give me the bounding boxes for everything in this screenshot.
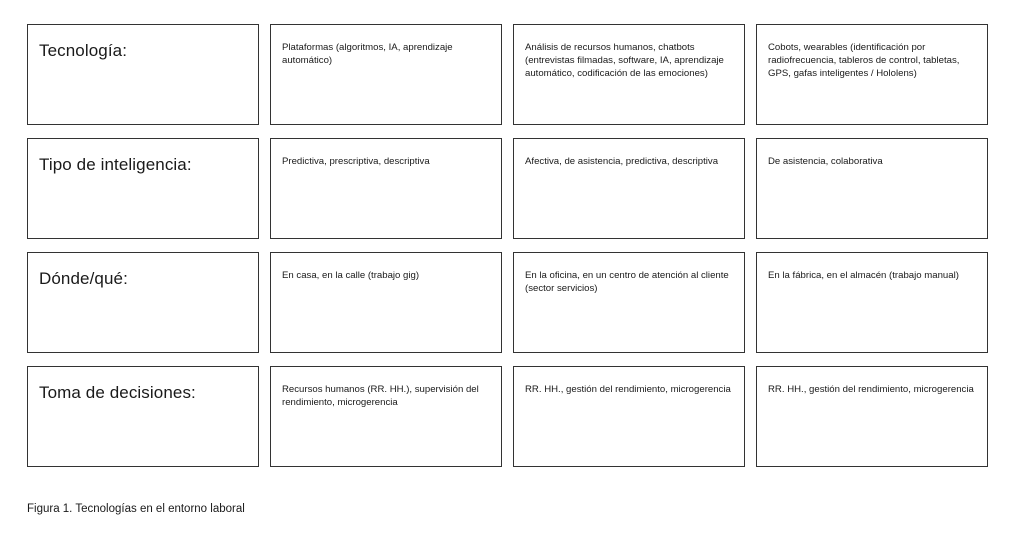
matrix-cell bbox=[270, 252, 502, 353]
row-label-tipo-de-inteligencia: Tipo de inteligencia: bbox=[39, 155, 192, 174]
cell-text: En la fábrica, en el almacén (trabajo manual) bbox=[768, 270, 959, 281]
cell-text: Análisis de recursos humanos, chatbots (entrevistas filmadas, software, IA, aprendizaje automático, codificación de las emociones) bbox=[525, 42, 724, 79]
cell-text: Cobots, wearables (identificación por radiofrecuencia, tableros de control, tabletas, GPS, gafas inteligentes / Hololens) bbox=[768, 42, 960, 79]
matrix-cell bbox=[270, 138, 502, 239]
cell-text: RR. HH., gestión del rendimiento, microgerencia bbox=[525, 384, 731, 395]
matrix-cell bbox=[756, 24, 988, 125]
cell-text: Afectiva, de asistencia, predictiva, descriptiva bbox=[525, 156, 719, 167]
row-label-cell bbox=[27, 138, 259, 239]
matrix-cell bbox=[270, 366, 502, 467]
technology-matrix bbox=[27, 24, 990, 467]
cell-text: En la oficina, en un centro de atención al cliente (sector servicios) bbox=[525, 270, 729, 294]
cell-text: Predictiva, prescriptiva, descriptiva bbox=[282, 156, 430, 167]
cell-text: Plataformas (algoritmos, IA, aprendizaje automático) bbox=[282, 42, 453, 66]
matrix-cell bbox=[756, 138, 988, 239]
row-label-donde-que: Dónde/qué: bbox=[39, 269, 128, 288]
row-label-tecnologia: Tecnología: bbox=[39, 41, 128, 60]
row-label-cell bbox=[27, 366, 259, 467]
matrix-cell bbox=[270, 24, 502, 125]
row-label-cell bbox=[27, 24, 259, 125]
matrix-cell bbox=[513, 252, 745, 353]
cell-text: De asistencia, colaborativa bbox=[768, 156, 883, 167]
cell-text: En casa, en la calle (trabajo gig) bbox=[282, 270, 420, 281]
matrix-cell bbox=[756, 366, 988, 467]
row-label-cell bbox=[27, 252, 259, 353]
matrix-cell bbox=[513, 138, 745, 239]
cell-text: Recursos humanos (RR. HH.), supervisión del rendimiento, microgerencia bbox=[282, 384, 479, 408]
matrix-cell bbox=[513, 366, 745, 467]
cell-text: RR. HH., gestión del rendimiento, microgerencia bbox=[768, 384, 974, 395]
row-label-toma-de-decisiones: Toma de decisiones: bbox=[39, 383, 196, 402]
matrix-cell bbox=[513, 24, 745, 125]
matrix-cell bbox=[756, 252, 988, 353]
figure-caption: Figura 1. Tecnologías en el entorno laboral bbox=[27, 503, 245, 515]
